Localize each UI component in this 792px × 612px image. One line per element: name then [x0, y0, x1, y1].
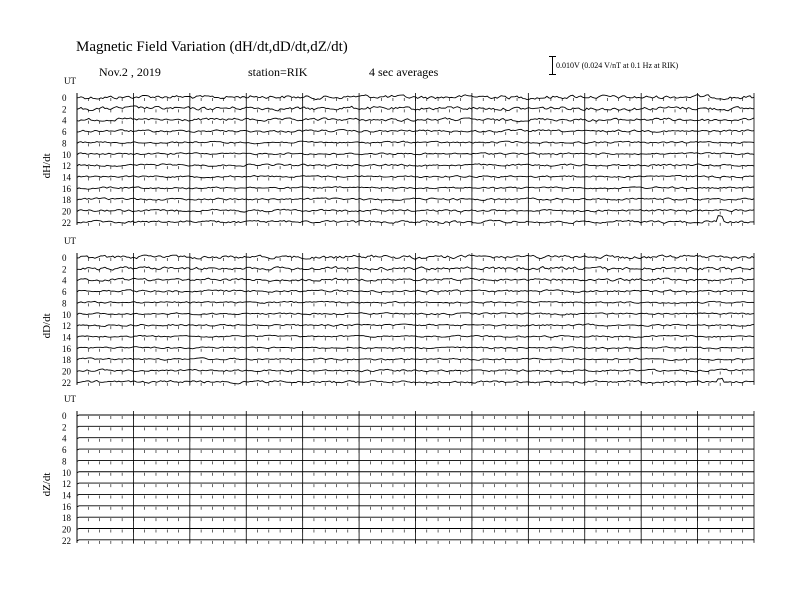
- row-label: 18: [62, 195, 71, 206]
- row-label: 12: [62, 321, 71, 332]
- station-label: station=RIK: [248, 65, 308, 79]
- row-label: 22: [62, 377, 71, 388]
- ut-label: UT: [64, 76, 76, 86]
- row-label: 20: [62, 366, 71, 377]
- row-label: 6: [62, 287, 67, 298]
- row-label: 20: [62, 206, 71, 217]
- averaging-label: 4 sec averages: [369, 65, 439, 79]
- row-label: 16: [62, 183, 71, 194]
- row-label: 8: [62, 138, 67, 149]
- row-label: 16: [62, 501, 71, 512]
- row-label: 2: [62, 104, 67, 115]
- row-label: 22: [62, 217, 71, 228]
- y-axis-label: dD/dt: [41, 313, 53, 339]
- row-label: 2: [62, 422, 67, 433]
- row-label: 4: [62, 275, 67, 286]
- row-label: 8: [62, 456, 67, 467]
- row-label: 22: [62, 535, 71, 546]
- row-label: 20: [62, 524, 71, 535]
- row-label: 14: [62, 490, 71, 501]
- row-label: 10: [62, 467, 71, 478]
- row-label: 18: [62, 355, 71, 366]
- y-axis-label: dZ/dt: [41, 472, 53, 497]
- row-label: 14: [62, 332, 71, 343]
- row-label: 14: [62, 172, 71, 183]
- ut-label: UT: [64, 394, 76, 404]
- row-label: 6: [62, 127, 67, 138]
- ut-label: UT: [64, 236, 76, 246]
- date-label: Nov.2 , 2019: [99, 65, 161, 79]
- row-label: 10: [62, 309, 71, 320]
- row-label: 12: [62, 161, 71, 172]
- scale-label: 0.010V (0.024 V/nT at 0.1 Hz at RIK): [556, 61, 679, 70]
- row-label: 2: [62, 264, 67, 275]
- row-label: 6: [62, 445, 67, 456]
- row-label: 0: [62, 93, 67, 103]
- row-label: 18: [62, 513, 71, 524]
- row-label: 4: [62, 433, 67, 444]
- y-axis-label: dH/dt: [41, 153, 53, 179]
- row-label: 10: [62, 149, 71, 160]
- row-label: 0: [62, 411, 67, 421]
- row-label: 16: [62, 343, 71, 354]
- row-label: 8: [62, 298, 67, 309]
- row-label: 12: [62, 479, 71, 490]
- chart-title: Magnetic Field Variation (dH/dt,dD/dt,dZ/dt): [76, 39, 348, 55]
- row-label: 4: [62, 115, 67, 126]
- row-label: 0: [62, 253, 67, 263]
